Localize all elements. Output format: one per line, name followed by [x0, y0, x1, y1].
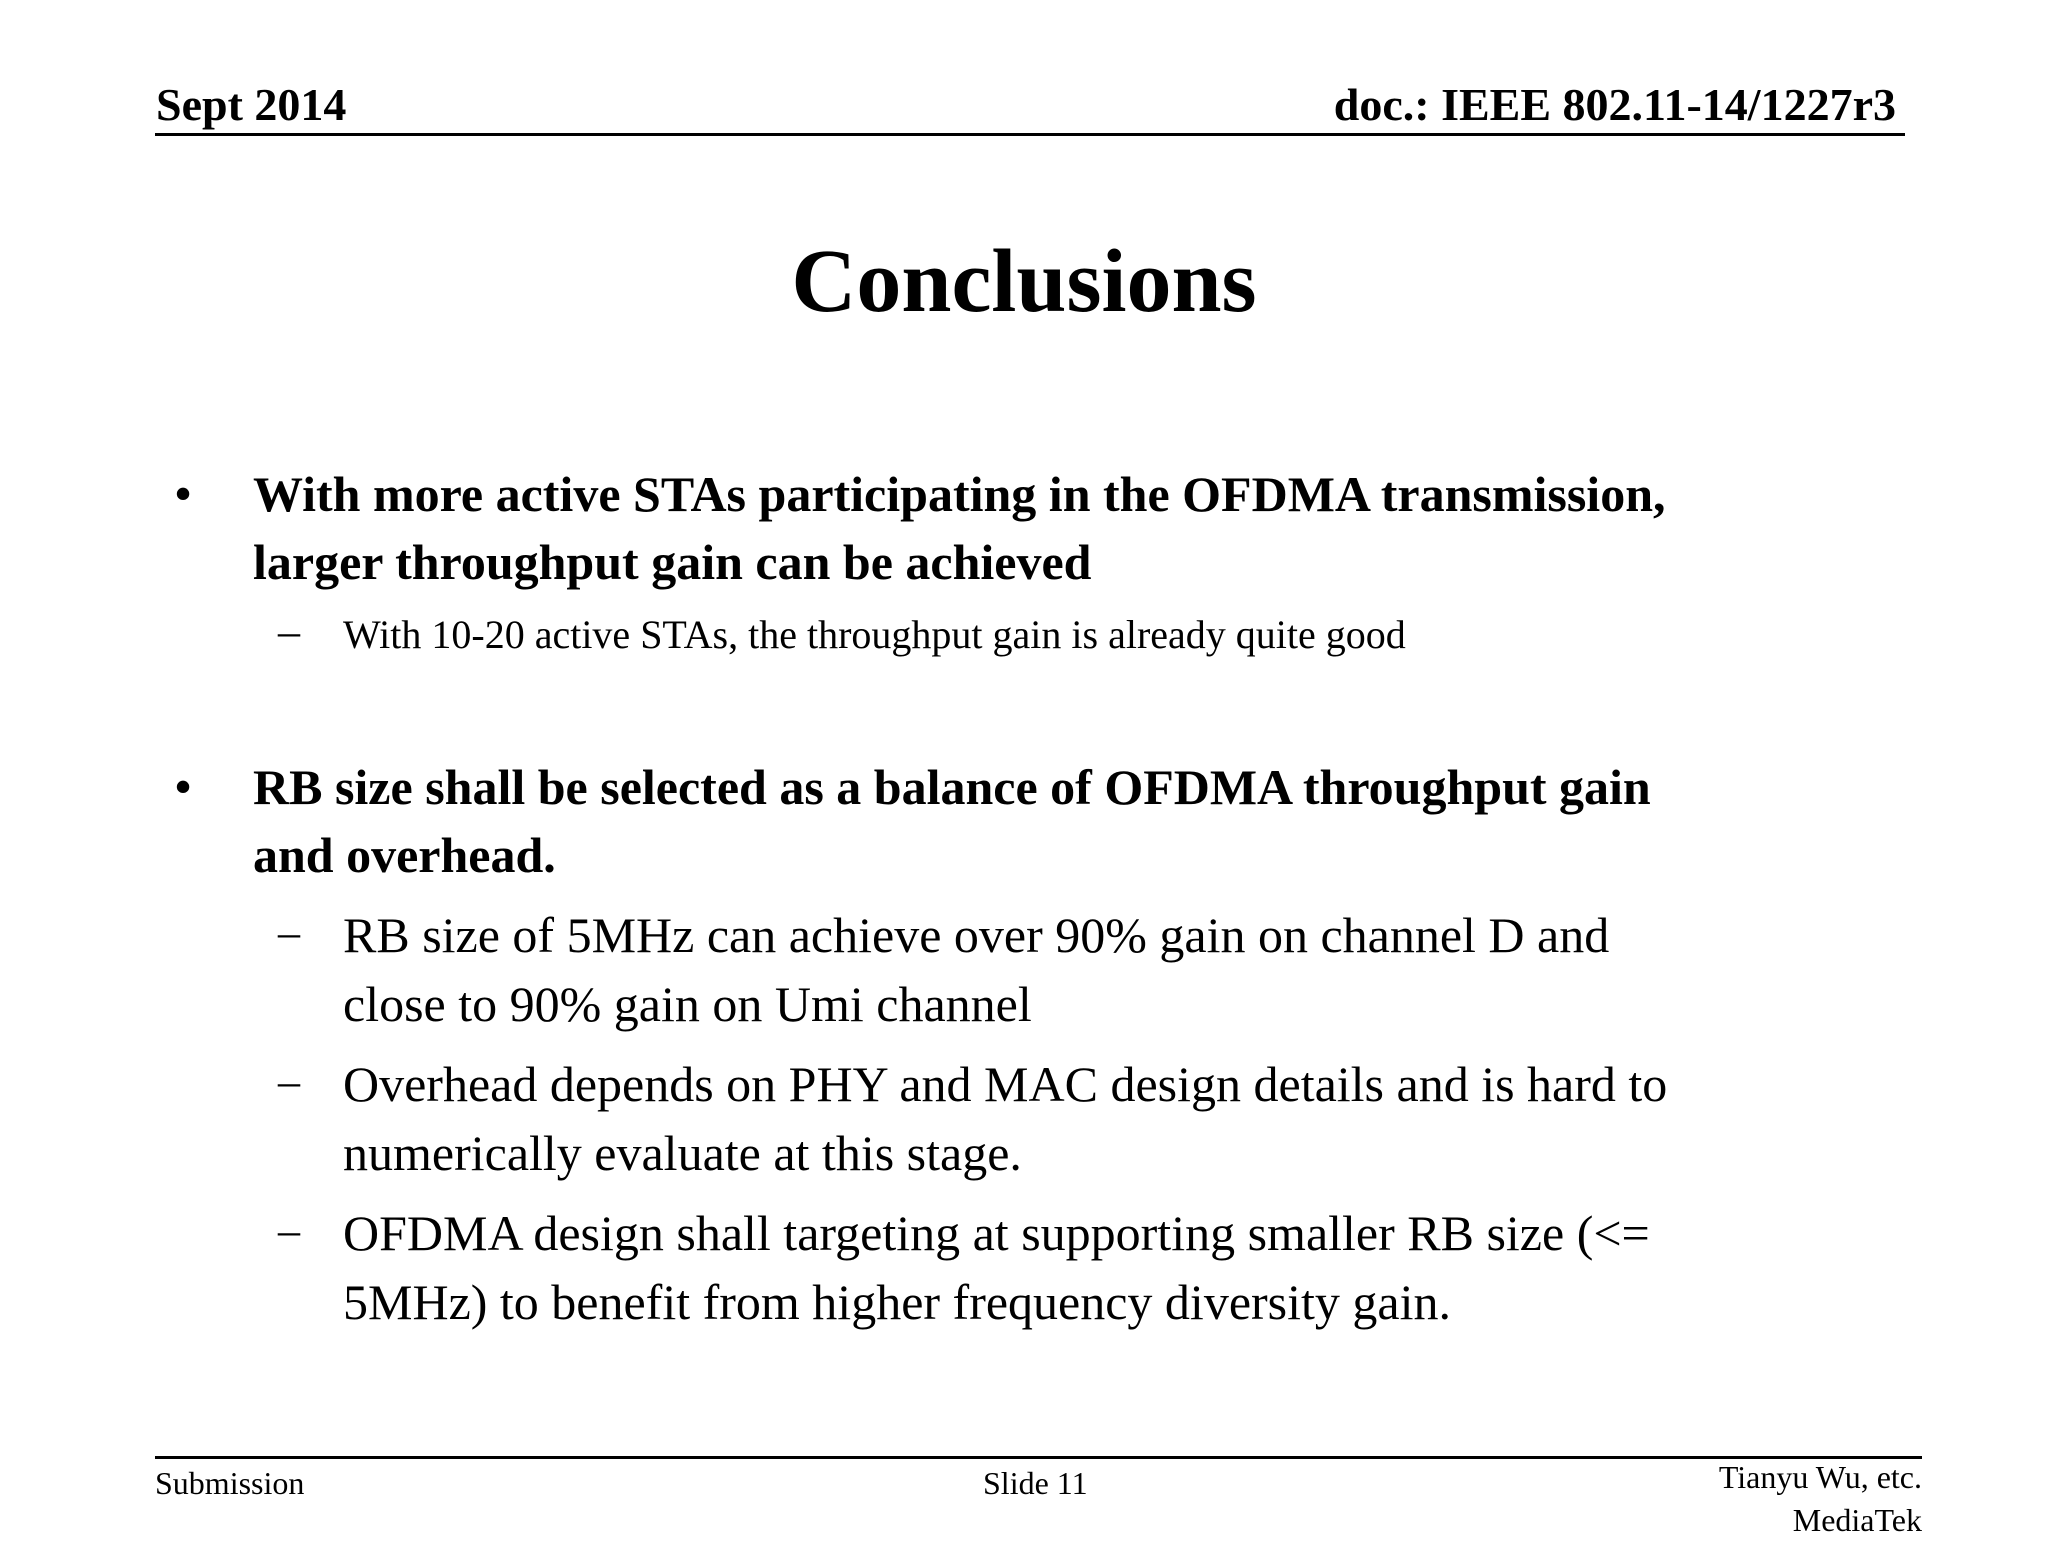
bullet-line: With more active STAs participating in the OFDMA transmission,: [253, 466, 1666, 522]
bullet-line: and overhead.: [253, 827, 556, 883]
bullet-text: [253, 753, 1903, 889]
sub-bullet-line: RB size of 5MHz can achieve over 90% gain on channel D and: [343, 907, 1610, 963]
sub-bullet-marker: –: [278, 1057, 300, 1106]
bullet-line: larger throughput gain can be achieved: [253, 534, 1092, 590]
header-rule: [155, 133, 1905, 136]
sub-bullet-text: [343, 1199, 1903, 1337]
header-date: Sept 2014: [156, 79, 347, 130]
footer-author: Tianyu Wu, etc.: [1718, 1459, 1922, 1495]
footer-rule: [155, 1456, 1922, 1459]
slide-title: Conclusions: [791, 232, 1257, 331]
bullet-marker: •: [175, 468, 192, 519]
sub-bullet-line: close to 90% gain on Umi channel: [343, 976, 1032, 1032]
sub-bullet-text: [343, 901, 1903, 1039]
bullet-text: [253, 460, 1903, 596]
sub-bullet-line: Overhead depends on PHY and MAC design details and is hard to: [343, 1056, 1668, 1112]
sub-bullet-marker: –: [278, 607, 300, 656]
bullet-marker: •: [175, 761, 192, 812]
sub-bullet-line: numerically evaluate at this stage.: [343, 1125, 1022, 1181]
footer-slide-number: Slide 11: [983, 1465, 1088, 1501]
sub-bullet-marker: –: [278, 908, 300, 957]
sub-bullet-marker: –: [278, 1206, 300, 1255]
footer-author-block: [1719, 1456, 1922, 1542]
sub-bullet-line: OFDMA design shall targeting at supporting smaller RB size (<=: [343, 1205, 1650, 1261]
sub-bullet-line: With 10-20 active STAs, the throughput gain is already quite good: [343, 612, 1406, 657]
header-doc-id: doc.: IEEE 802.11-14/1227r3: [1333, 79, 1896, 130]
sub-bullet-line: 5MHz) to benefit from higher frequency diversity gain.: [343, 1274, 1451, 1330]
bullet-line: RB size shall be selected as a balance of OFDMA throughput gain: [253, 759, 1651, 815]
footer-company: MediaTek: [1792, 1502, 1922, 1538]
footer-submission: Submission: [155, 1465, 305, 1501]
sub-bullet-text: [343, 608, 1903, 662]
sub-bullet-text: [343, 1050, 1903, 1188]
